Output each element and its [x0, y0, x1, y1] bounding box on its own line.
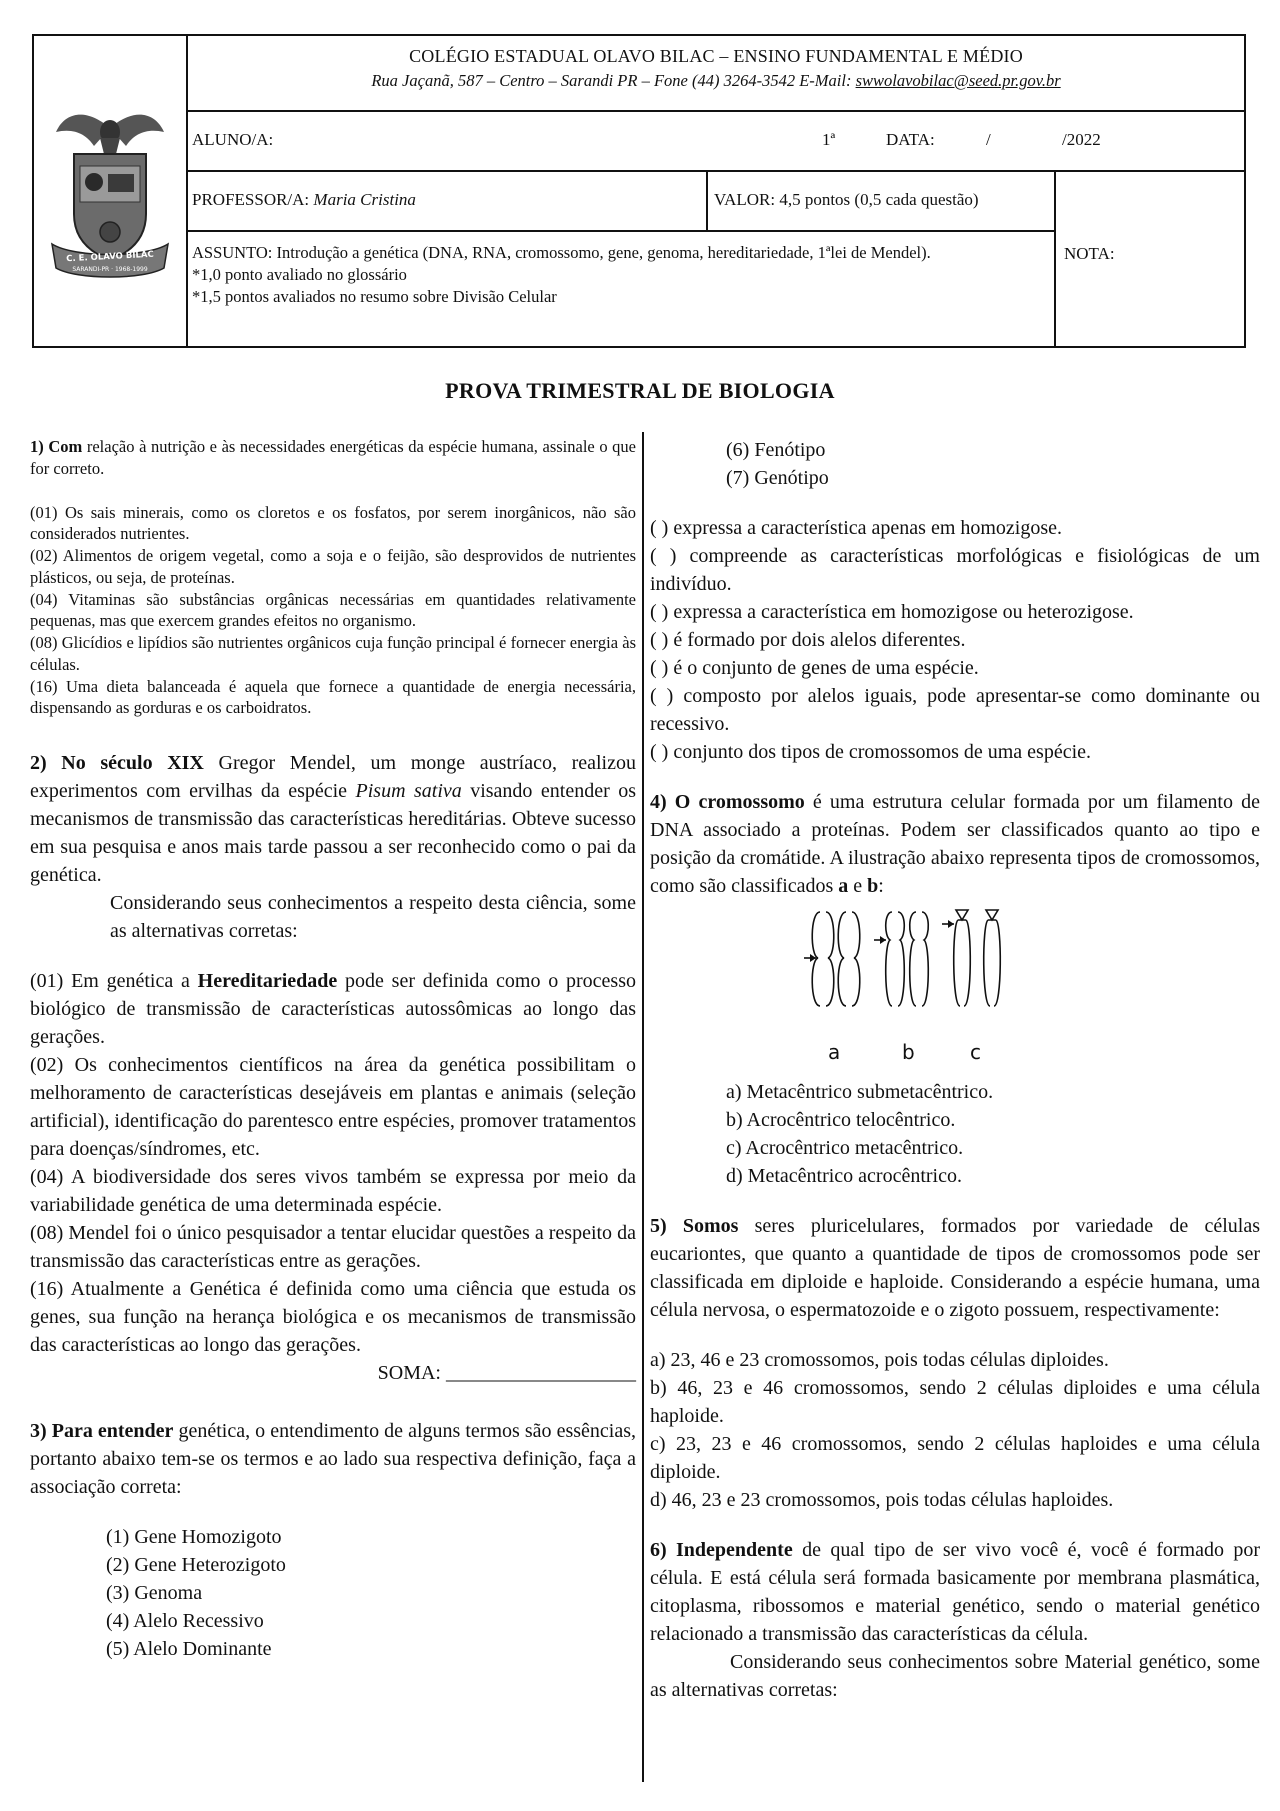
q2-item: (16) Atualmente a Genética é definida como uma ciência que estuda os genes, sua função na herança biológica e os mecanismos de transmissão das características ao longo das gerações.: [30, 1278, 636, 1357]
address-text: Rua Jaçanã, 587 – Centro – Sarandi PR – Fone (44) 3264-3542 E-Mail:: [371, 71, 856, 90]
question-2: [30, 749, 636, 1387]
chromosome-b-right: [910, 912, 929, 1006]
figure-label-b: b: [902, 1040, 915, 1064]
assunto-line: ASSUNTO: Introdução a genética (DNA, RNA, cromossomo, gene, genoma, hereditariedade, 1ªlei de Mendel).: [192, 243, 931, 262]
q2-lead: 2) No século XIX: [30, 752, 204, 775]
date-label: DATA:: [886, 130, 935, 149]
question-3-continued: [650, 436, 1260, 766]
q3-definition[interactable]: ( ) expressa a característica apenas em homozigose.: [650, 517, 1063, 539]
q3-term: (5) Alelo Dominante: [106, 1638, 272, 1661]
q3-definition[interactable]: ( ) composto por alelos iguais, pode apresentar-se como dominante ou recessivo.: [650, 685, 1260, 735]
figure-label-c: c: [970, 1040, 981, 1064]
q3-term: (2) Gene Heterozigoto: [106, 1554, 286, 1577]
question-4: [650, 788, 1260, 1190]
assunto-row: [186, 232, 1054, 346]
q3-definition[interactable]: ( ) expressa a característica em homozigose ou heterozigose.: [650, 601, 1134, 623]
serie-value: 1ª: [822, 130, 836, 149]
column-divider: [642, 432, 644, 1782]
professor-row: [186, 172, 1054, 232]
q4-and: e: [848, 875, 868, 897]
q4-option[interactable]: b) Acrocêntrico telocêntrico.: [726, 1109, 956, 1131]
q6-stem: de qual tipo de ser vivo você é, você é formado por célula. E está célula será formada basicamente por membrana plasmática, citoplasma, ribossomos e material genético, sendo o material genético relacionado a transmissão das características da célula.: [650, 1539, 1260, 1645]
q4-colon: :: [878, 875, 884, 897]
school-info-row: [186, 36, 1246, 112]
chromosome-c-left: [954, 910, 971, 1006]
logo-ribbon-text: C. E. OLAVO BILAC: [66, 249, 154, 265]
q5-stem: seres pluricelulares, formados por variedade de células eucariontes, que quanto a quantidade de tipos de cromossomos pode ser classificada em diploide e haploide. Considerando a espécie humana, uma célula nervosa, o espermatozoide e o zigoto possuem, respectivamente:: [650, 1215, 1260, 1321]
q2-soma-field[interactable]: SOMA: ___________________: [377, 1362, 636, 1385]
q3-stem: genética, o entendimento de alguns termos são essências, portanto abaixo tem-se os termos e ao lado sua respectiva definição, faça a associação correta:: [30, 1420, 636, 1499]
professor-name: Maria Cristina: [313, 190, 416, 209]
q3-terms-list-cont: [650, 436, 1260, 492]
q4-option[interactable]: c) Acrocêntrico metacêntrico.: [726, 1137, 964, 1159]
q3-term: (7) Genótipo: [726, 467, 829, 489]
student-row: [186, 112, 1246, 172]
q5-lead: 5) Somos: [650, 1215, 739, 1237]
q3-terms-list: [30, 1523, 636, 1663]
q4-lead: 4) O cromossomo: [650, 791, 805, 813]
figure-label-a: a: [828, 1040, 841, 1064]
question-1: [30, 436, 636, 719]
q4-b: b: [867, 875, 879, 897]
q2-stem: visando entender os mecanismos de transmissão das características hereditárias. Obteve sucesso em sua pesquisa e anos mais tarde passou a ser reconhecido como o pai da genética.: [30, 780, 636, 887]
q1-item: (04) Vitaminas são substâncias orgânicas necessárias em quantidades relativamente pequenas, mas que exercem grandes efeitos no organismo.: [30, 589, 636, 631]
q2-item-bold: Hereditariedade: [197, 970, 338, 993]
q1-item: (02) Alimentos de origem vegetal, como a soja e o feijão, são desprovidos de nutrientes plásticos, ou seja, de proteínas.: [30, 546, 636, 587]
q5-option[interactable]: c) 23, 23 e 46 cromossomos, sendo 2 células haploides e uma célula diploide.: [650, 1433, 1260, 1483]
q2-instruction: Considerando seus conhecimentos a respeito desta ciência, some as alternativas corretas:: [110, 892, 636, 943]
chromosome-a-right: [838, 912, 860, 1006]
q3-term: (4) Alelo Recessivo: [106, 1610, 264, 1633]
school-name: COLÉGIO ESTADUAL OLAVO BILAC – ENSINO FUNDAMENTAL E MÉDIO: [409, 46, 1023, 66]
q2-stem: Gregor Mendel, um monge austríaco, realizou experimentos com ervilhas da espécie: [30, 752, 636, 803]
q2-item: (08) Mendel foi o único pesquisador a tentar elucidar questões a respeito da transmissão das características entre as gerações.: [30, 1222, 636, 1273]
q1-item: (08) Glicídios e lipídios são nutrientes orgânicos cuja função principal é fornecer energia às células.: [30, 633, 636, 674]
q3-term: (1) Gene Homozigoto: [106, 1526, 282, 1549]
chromosome-illustration: [802, 906, 1042, 1036]
date-slash: /: [986, 130, 991, 149]
q5-option[interactable]: d) 46, 23 e 23 cromossomos, pois todas células haploides.: [650, 1489, 1114, 1511]
assunto-block: [192, 242, 1042, 307]
q4-stem: é uma estrutura celular formada por um filamento de DNA associado a proteínas. Podem ser classificados quanto ao tipo e posição da cromátide. A ilustração abaixo representa tipos de cromossomos, como são classificados: [650, 791, 1260, 897]
q4-option[interactable]: d) Metacêntrico acrocêntrico.: [726, 1165, 962, 1187]
aluno-label: ALUNO/A:: [192, 130, 274, 149]
q4-option[interactable]: a) Metacêntrico submetacêntrico.: [726, 1081, 994, 1103]
arrow-b: [880, 936, 886, 944]
question-6: [650, 1536, 1260, 1704]
arrow-c: [948, 920, 954, 928]
q2-species: Pisum sativa: [355, 780, 462, 803]
q4-a: a: [838, 875, 849, 897]
header-table: [32, 34, 1246, 348]
q1-item: (16) Uma dieta balanceada é aquela que fornece a quantidade de energia necessária, dispensando as gorduras e os carboidratos.: [30, 676, 636, 718]
school-address: [186, 71, 1246, 91]
assunto-line: *1,0 ponto avaliado no glossário: [192, 264, 407, 284]
q3-definition[interactable]: ( ) conjunto dos tipos de cromossomos de uma espécie.: [650, 741, 1092, 763]
professor-field: [192, 190, 416, 210]
school-email-link[interactable]: swwolavobilac@seed.pr.gov.br: [855, 71, 1061, 90]
professor-label: PROFESSOR/A:: [192, 190, 314, 209]
nota-cell: [1054, 172, 1246, 346]
q6-lead: 6) Independente: [650, 1539, 793, 1561]
chromosome-b-left: [886, 912, 905, 1006]
q2-item: pode ser definida como o processo biológico de transmissão de características autossômicas ao longo das gerações.: [30, 970, 636, 1049]
question-3: [30, 1417, 636, 1663]
chromosome-c-right: [984, 910, 1001, 1006]
q2-item: (04) A biodiversidade dos seres vivos também se expressa por meio da variabilidade genética de uma determinada espécie.: [30, 1166, 636, 1217]
chromosome-figure: [802, 906, 1260, 1068]
q6-instruction: Considerando seus conhecimentos sobre Material genético, some as alternativas corretas:: [650, 1651, 1260, 1701]
right-column: [650, 436, 1260, 1704]
q5-option[interactable]: b) 46, 23 e 46 cromossomos, sendo 2 células diploides e uma célula haploide.: [650, 1377, 1260, 1427]
school-logo-cell: [34, 36, 188, 346]
nota-label: NOTA:: [1064, 244, 1115, 263]
q3-term: (3) Genoma: [106, 1582, 203, 1605]
q3-definition[interactable]: ( ) é formado por dois alelos diferentes.: [650, 629, 966, 651]
left-column: [30, 436, 636, 1663]
q4-options: [650, 1078, 1260, 1190]
q3-definition[interactable]: ( ) é o conjunto de genes de uma espécie.: [650, 657, 979, 679]
figure-labels: [802, 1040, 1042, 1068]
q2-item: (02) Os conhecimentos científicos na área da genética possibilitam o melhoramento de características desejáveis em plantas e animais (seleção artificial), identificação do parentesco entre espécies, promover tratamentos para doenças/síndromes, etc.: [30, 1054, 636, 1161]
valor-cell: [706, 172, 979, 230]
valor-text: VALOR: 4,5 pontos (0,5 cada questão): [714, 190, 979, 209]
question-5: [650, 1212, 1260, 1514]
q3-lead: 3) Para entender: [30, 1420, 174, 1443]
school-crest-icon: [34, 36, 186, 344]
assunto-line: *1,5 pontos avaliados no resumo sobre Divisão Celular: [192, 286, 557, 306]
q1-lead: 1) Com: [30, 437, 83, 456]
q1-item: (01) Os sais minerais, como os cloretos e os fosfatos, por serem inorgânicos, não são considerados nutrientes.: [30, 502, 636, 544]
q3-term: (6) Fenótipo: [726, 439, 826, 461]
page-title: PROVA TRIMESTRAL DE BIOLOGIA: [445, 378, 835, 403]
date-year: /2022: [1062, 130, 1101, 149]
q3-definition[interactable]: ( ) compreende as características morfológicas e fisiológicas de um indivíduo.: [650, 545, 1260, 595]
logo-ribbon-subtext: SARANDI-PR · 1968-1999: [72, 266, 148, 273]
q1-stem: relação à nutrição e às necessidades energéticas da espécie humana, assinale o que for correto.: [30, 437, 637, 478]
q2-item: (01) Em genética a: [30, 970, 198, 993]
chromosome-a-left: [812, 912, 834, 1006]
q5-option[interactable]: a) 23, 46 e 23 cromossomos, pois todas células diploides.: [650, 1349, 1109, 1371]
